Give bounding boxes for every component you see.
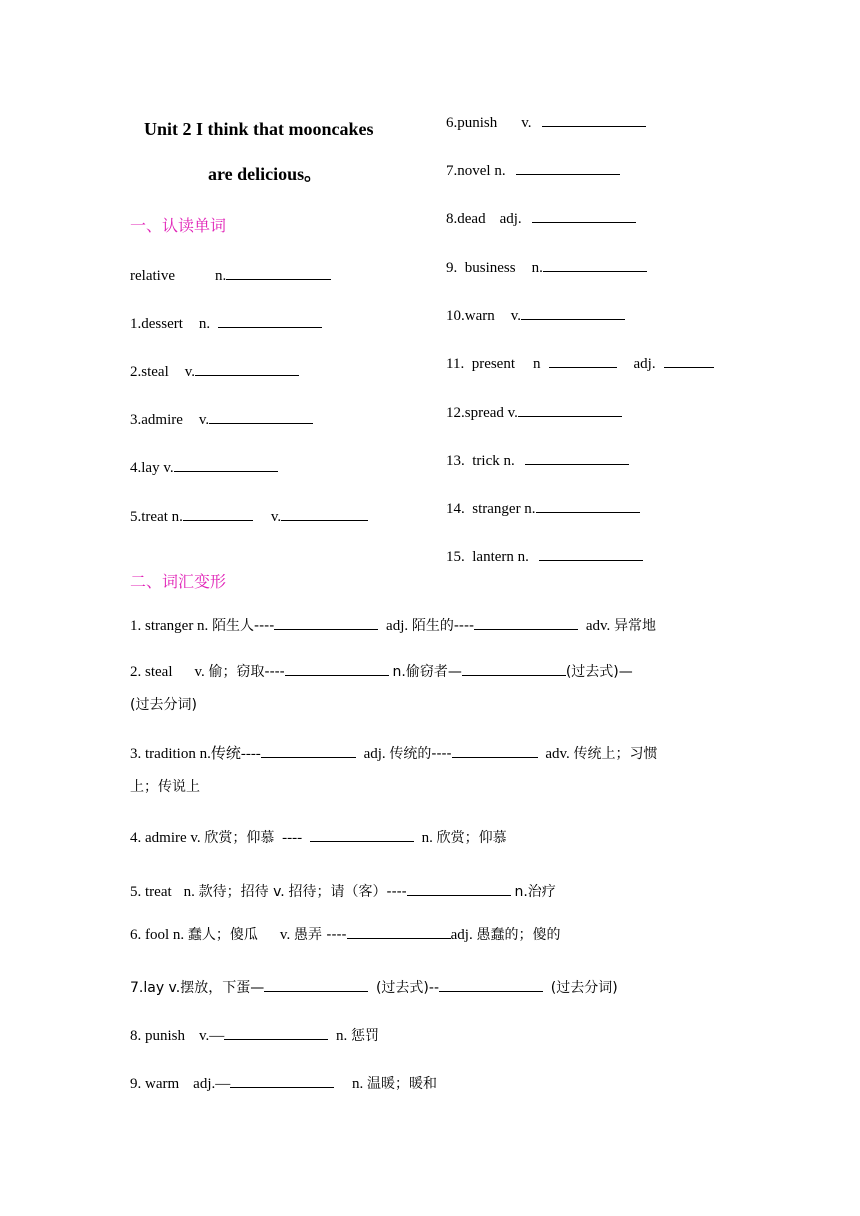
word-text: 1.dessert: [130, 316, 183, 332]
form-text: adj.: [386, 618, 409, 634]
word-text: 7.novel n.: [446, 163, 506, 179]
form-text: 惩罚: [351, 1028, 380, 1044]
answer-blank[interactable]: [664, 353, 714, 368]
word-text: 9. business: [446, 260, 516, 276]
form-text: 愚蠢的；傻的: [476, 927, 561, 943]
form-text: 款待；招待 v.: [198, 884, 285, 900]
title-line-1: Unit 2 I think that mooncakes: [144, 119, 374, 139]
form-text: 5. treat: [130, 884, 172, 900]
form-text: ----: [282, 830, 303, 846]
word-item: [130, 506, 368, 527]
word-pos: n.: [198, 316, 211, 332]
form-text: v.: [194, 664, 205, 680]
word-pos: n.: [531, 260, 543, 276]
form-item-7: [130, 977, 618, 998]
word-item: [446, 498, 640, 519]
form-text: 欣赏；仰慕: [204, 830, 275, 846]
word-text: 2.steal: [130, 364, 169, 380]
word-item: [446, 160, 620, 181]
word-text: 15. lantern n.: [446, 549, 529, 565]
form-text: 招待；请（客）----: [288, 884, 407, 900]
word-pos: n: [533, 356, 541, 372]
word-item: [446, 208, 636, 229]
word-item: [130, 457, 278, 478]
word-text: 3.admire: [130, 412, 183, 428]
answer-blank[interactable]: [518, 402, 622, 417]
form-text: n.: [183, 884, 195, 900]
word-text: 8.dead: [446, 211, 486, 227]
answer-blank[interactable]: [452, 743, 538, 758]
answer-blank[interactable]: [261, 743, 356, 758]
word-pos: v.: [521, 115, 532, 131]
word-pos: n.: [214, 268, 227, 284]
word-pos: v.: [198, 412, 210, 428]
word-item: [446, 402, 622, 423]
answer-blank[interactable]: [539, 546, 643, 561]
form-text: 愚弄 ----: [293, 927, 347, 943]
word-item: [446, 257, 647, 278]
word-text: 12.spread v.: [446, 405, 518, 421]
form-text: v.—: [199, 1028, 225, 1044]
answer-blank[interactable]: [285, 661, 389, 676]
form-text: 异常地: [614, 618, 657, 634]
form-text: (过去式)--: [375, 980, 439, 996]
form-text: 2. steal: [130, 664, 173, 680]
form-item-1: [130, 615, 656, 636]
word-text: 4.lay v.: [130, 460, 174, 476]
form-item-5: [130, 881, 556, 902]
form-item-3: [130, 738, 732, 804]
word-pos: adj.: [633, 356, 656, 372]
answer-blank[interactable]: [264, 977, 368, 992]
form-text: 7.lay v.摆放，下蛋—: [130, 980, 265, 996]
form-text: 传统的----: [389, 746, 452, 762]
form-text: adv.: [585, 618, 611, 634]
answer-blank[interactable]: [174, 457, 278, 472]
form-text: 8. punish: [130, 1028, 186, 1044]
word-text: 5.treat n.: [130, 509, 183, 525]
answer-blank[interactable]: [474, 615, 578, 630]
form-text: (过去式)—: [565, 664, 633, 680]
answer-blank[interactable]: [310, 827, 414, 842]
word-text: relative: [130, 268, 175, 284]
answer-blank[interactable]: [274, 615, 378, 630]
word-item: [130, 409, 313, 430]
word-item: [130, 265, 331, 286]
answer-blank[interactable]: [218, 313, 322, 328]
word-pos: v.: [270, 509, 282, 525]
form-text: (过去分词): [130, 697, 197, 713]
form-item-4: [130, 827, 507, 848]
word-item: [446, 546, 643, 567]
form-text: adv.: [545, 746, 570, 762]
answer-blank[interactable]: [281, 506, 368, 521]
form-text: adj.: [363, 746, 386, 762]
form-text: 温暖；暖和: [366, 1076, 437, 1092]
form-text: n.偷窃者—: [392, 664, 462, 680]
answer-blank[interactable]: [347, 924, 451, 939]
form-text: 6. fool n.: [130, 927, 185, 943]
form-text: 蠢人；傻瓜: [187, 927, 258, 943]
word-text: 10.warn: [446, 308, 495, 324]
answer-blank[interactable]: [209, 409, 313, 424]
answer-blank[interactable]: [226, 265, 331, 280]
answer-blank[interactable]: [183, 506, 253, 521]
word-text: 14. stranger n.: [446, 501, 536, 517]
answer-blank[interactable]: [516, 160, 620, 175]
form-text: 偷；窃取----: [208, 664, 285, 680]
word-item: [446, 112, 646, 133]
word-item: [446, 353, 714, 374]
answer-blank[interactable]: [536, 498, 640, 513]
answer-blank[interactable]: [224, 1025, 328, 1040]
title-line-2: are delicious。: [208, 164, 323, 184]
word-item: [446, 450, 629, 471]
word-item: [130, 313, 322, 334]
word-text: 11. present: [446, 356, 516, 372]
word-item: [130, 361, 299, 382]
answer-blank[interactable]: [532, 208, 636, 223]
answer-blank[interactable]: [407, 881, 511, 896]
form-text: 陌生的----: [411, 618, 475, 634]
form-text: n.: [336, 1028, 348, 1044]
form-item-9: [130, 1073, 437, 1094]
section-heading-read-words: 一、认读单词: [130, 216, 227, 235]
form-text: 上；传说上: [130, 779, 200, 795]
form-item-2: [130, 656, 732, 722]
word-pos: v.: [184, 364, 196, 380]
answer-blank[interactable]: [462, 661, 566, 676]
answer-blank[interactable]: [439, 977, 543, 992]
answer-blank[interactable]: [195, 361, 299, 376]
form-text: n.: [351, 1076, 364, 1092]
word-text: 6.punish: [446, 115, 498, 131]
word-item: [446, 305, 625, 326]
form-text: adj.: [450, 927, 473, 943]
form-text: n.: [421, 830, 433, 846]
form-text: n.治疗: [514, 884, 556, 900]
form-text: adj.—: [193, 1076, 231, 1092]
word-text: 13. trick n.: [446, 453, 515, 469]
form-text: 3. tradition n.传统----: [130, 746, 261, 762]
form-text: 4. admire v.: [130, 830, 201, 846]
form-text: (过去分词): [550, 980, 618, 996]
word-pos: v.: [510, 308, 522, 324]
answer-blank[interactable]: [525, 450, 629, 465]
word-pos: adj.: [499, 211, 522, 227]
form-text: 1. stranger n.: [130, 618, 209, 634]
answer-blank[interactable]: [542, 112, 646, 127]
form-text: 欣赏；仰慕: [436, 830, 507, 846]
answer-blank[interactable]: [230, 1073, 334, 1088]
form-item-8: [130, 1025, 379, 1046]
form-text: v.: [279, 927, 291, 943]
answer-blank[interactable]: [521, 305, 625, 320]
section-heading-word-forms: 二、词汇变形: [130, 572, 227, 591]
form-text: 传统上；习惯: [573, 746, 658, 762]
form-item-6: [130, 924, 560, 945]
answer-blank[interactable]: [549, 353, 617, 368]
form-text: 9. warm: [130, 1076, 180, 1092]
form-text: 陌生人----: [212, 618, 275, 634]
answer-blank[interactable]: [543, 257, 647, 272]
